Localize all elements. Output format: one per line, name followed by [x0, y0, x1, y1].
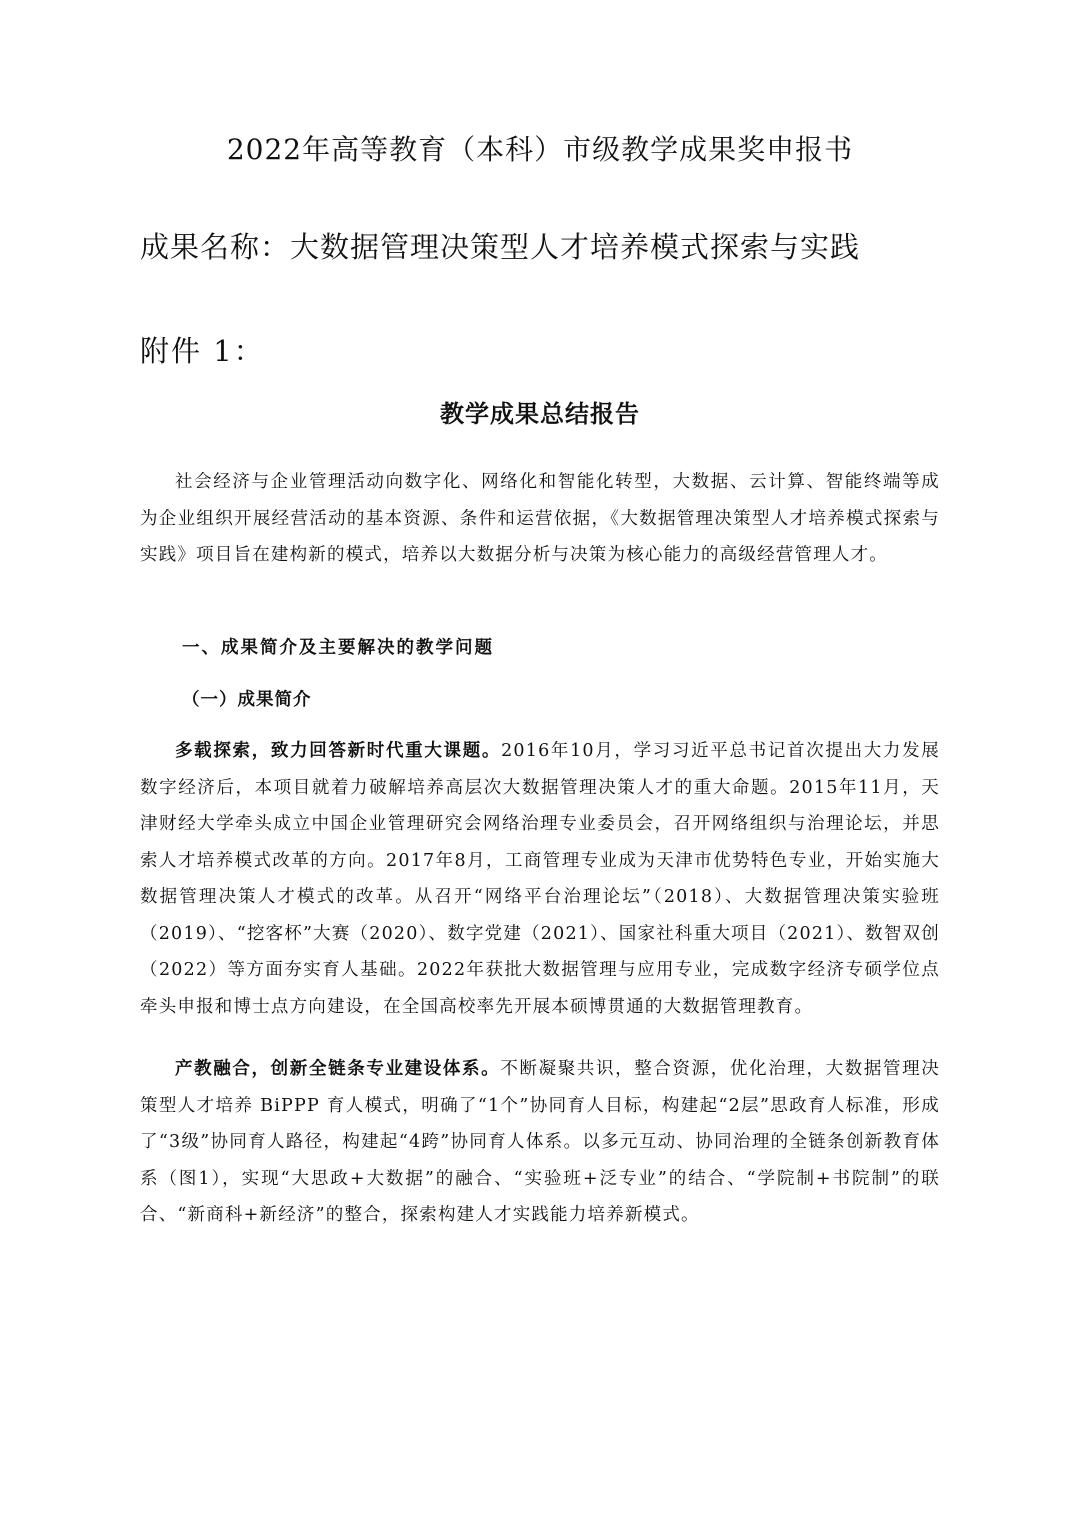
report-title: 教学成果总结报告: [440, 400, 640, 428]
paragraph-body: 不断凝聚共识，整合资源，优化治理，大数据管理决策型人才培养 BiPPP 育人模式，明确了“1个”协同育人目标，构建起“2层”思政育人标准，形成了“3级”协同育人路径，构建起“4跨”协同育人体系。以多元互动、协同治理的全链条创新教育体系（图1），实现“大思政+大数据”的融合、“实验班+泛专业”的结合、“学院制+书院制”的联合、“新商科+新经济”的整合，探索构建人才实践能力培养新模式。: [140, 1059, 940, 1225]
result-name: 成果名称：大数据管理决策型人才培养模式探索与实践: [140, 230, 861, 264]
paragraph-integration: [140, 1051, 940, 1234]
paragraph-body: 2016年10月，学习习近平总书记首次提出大力发展数字经济后，本项目就着力破解培养高层次大数据管理决策人才的重大命题。2015年11月，天津财经大学牵头成立中国企业管理研究会网络治理专业委员会，召开网络组织与治理论坛，并思索人才培养模式改革的方向。2017年8月，工商管理专业成为天津市优势特色专业，开始实施大数据管理决策人才模式的改革。从召开“网络平台治理论坛”（2018）、大数据管理决策实验班（2019）、“挖客杯”大赛（2020）、数字党建（2021）、国家社科重大项目（2021）、数智双创（2022）等方面夯实育人基础。2022年获批大数据管理与应用专业，完成数字经济专硕学位点牵头申报和博士点方向建设，在全国高校率先开展本硕博贯通的大数据管理教育。: [140, 741, 940, 1017]
intro-paragraph: 社会经济与企业管理活动向数字化、网络化和智能化转型，大数据、云计算、智能终端等成为企业组织开展经营活动的基本资源、条件和运营依据，《大数据管理决策型人才培养模式探索与实践》项目旨在建构新的模式，培养以大数据分析与决策为核心能力的高级经营管理人才。: [140, 472, 940, 565]
paragraph-lead: 多载探索，致力回答新时代重大课题。: [175, 741, 502, 761]
paragraph-exploration: [140, 733, 940, 1025]
paragraph-lead: 产教融合，创新全链条专业建设体系。: [175, 1059, 501, 1079]
section-heading: 一、成果简介及主要解决的教学问题: [182, 638, 494, 658]
attachment-label: 附件 1：: [140, 334, 265, 368]
document-title: 2022年高等教育（本科）市级教学成果奖申报书: [226, 133, 854, 166]
subsection-heading: （一）成果简介: [182, 690, 312, 710]
